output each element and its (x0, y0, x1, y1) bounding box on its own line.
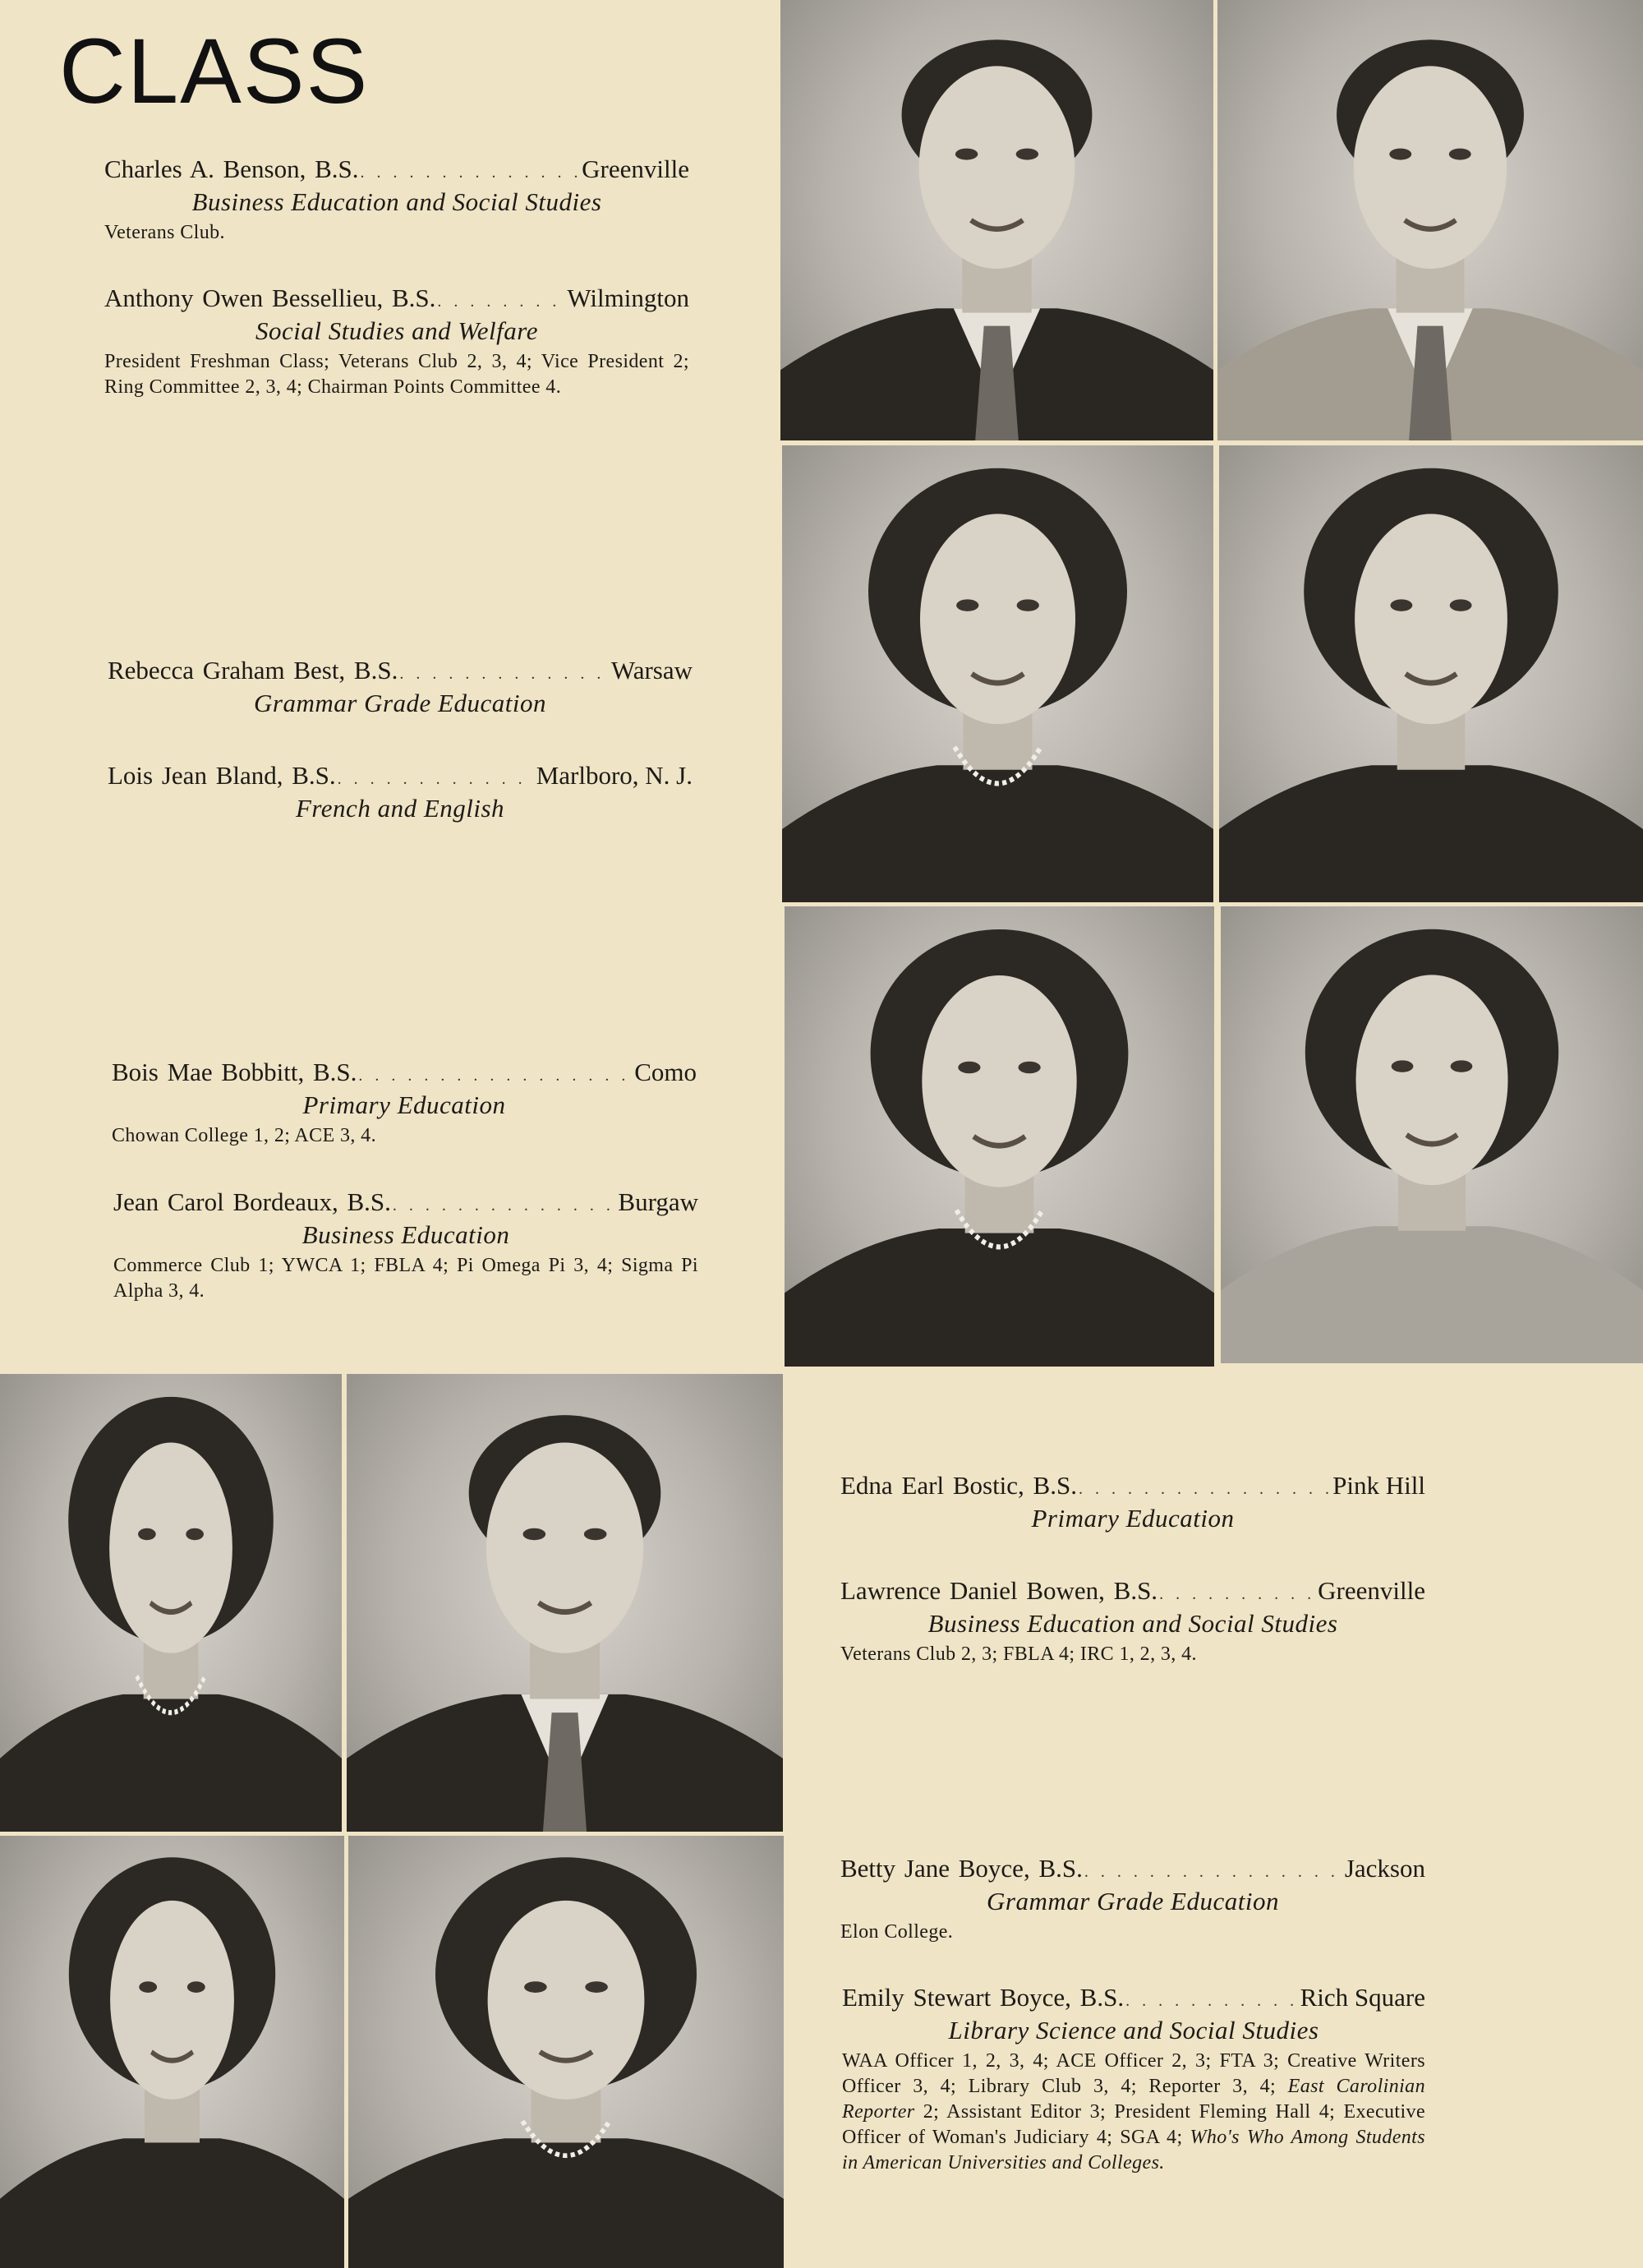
hometown: Rich Square (1300, 1983, 1425, 2012)
leader-dots (1159, 1579, 1316, 1609)
portrait-eye (1392, 1060, 1414, 1072)
page-title: CLASS (59, 20, 370, 122)
leader-dots (399, 659, 610, 689)
entry-betty-boyce (840, 1854, 1425, 1945)
activities: Veterans Club 2, 3; FBLA 4; IRC 1, 2, 3, 4. (840, 1643, 1197, 1665)
portrait-face (109, 1443, 232, 1653)
portrait-eye (955, 149, 978, 160)
major: Business Education (301, 1220, 510, 1249)
hometown: Greenville (1318, 1576, 1425, 1605)
hometown: Greenville (582, 154, 689, 183)
student-name: Betty Jane Boyce, B.S. (840, 1854, 1083, 1883)
entry-name-line (842, 1983, 1425, 2016)
entry-bessellieu (104, 284, 689, 400)
leader-dots (358, 1061, 633, 1090)
student-name: Lois Jean Bland, B.S. (108, 761, 336, 790)
portrait-photo (785, 906, 1214, 1367)
portrait-eye (523, 1528, 546, 1540)
leader-dots (1079, 1474, 1331, 1504)
student-name: Edna Earl Bostic, B.S. (840, 1471, 1077, 1500)
activities: Veterans Club. (104, 222, 225, 243)
portrait-eye (186, 1528, 204, 1540)
major: Library Science and Social Studies (948, 2016, 1319, 2044)
activities (842, 2049, 1425, 2176)
activities: Chowan College 1, 2; ACE 3, 4. (112, 1125, 376, 1146)
entry-bowen (840, 1576, 1425, 1667)
student-name: Bois Mae Bobbitt, B.S. (112, 1058, 357, 1086)
entry-bobbitt (112, 1058, 697, 1149)
major: Social Studies and Welfare (255, 316, 538, 345)
portrait-eye (1449, 149, 1471, 160)
leader-dots (393, 1191, 617, 1220)
portrait-drawing (348, 1836, 784, 2268)
portrait-photo (0, 1374, 342, 1832)
entry-bordeaux (113, 1187, 698, 1304)
portrait-drawing (0, 1836, 344, 2268)
entry-benson (104, 154, 689, 246)
major: Grammar Grade Education (987, 1887, 1279, 1915)
entry-name-line (108, 761, 693, 794)
portrait-eye (524, 1981, 547, 1993)
hometown: Marlboro, N. J. (536, 761, 693, 790)
portrait-face (1354, 66, 1507, 269)
entry-emily-boyce (842, 1983, 1425, 2176)
entry-name-line (840, 1576, 1425, 1609)
entry-name-line (112, 1058, 697, 1090)
portrait-drawing (347, 1374, 783, 1832)
portrait-drawing (780, 0, 1213, 440)
major: French and English (295, 794, 505, 823)
portrait-drawing (1221, 906, 1643, 1363)
portrait-face (922, 975, 1076, 1187)
portrait-drawing (782, 445, 1213, 902)
portrait-face (1355, 514, 1507, 724)
entry-name-line (104, 284, 689, 316)
major: Business Education and Social Studies (927, 1609, 1338, 1638)
portrait-eye (958, 1062, 980, 1074)
portrait-face (486, 1443, 643, 1653)
portrait-photo (347, 1374, 783, 1832)
portrait-eye (1390, 599, 1412, 611)
portrait-drawing (785, 906, 1214, 1367)
leader-dots (338, 764, 535, 794)
portrait-photo (348, 1836, 784, 2268)
portrait-eye (139, 1981, 157, 1993)
hometown: Pink Hill (1332, 1471, 1425, 1500)
entry-name-line (840, 1854, 1425, 1887)
portrait-shoulders (1221, 1226, 1643, 1363)
portrait-face (488, 1901, 645, 2100)
honor-title: Who's Who Among Students in American Universities and Colleges. (842, 2127, 1425, 2174)
leader-dots (437, 287, 565, 316)
portrait-drawing (1217, 0, 1643, 440)
portrait-eye (1017, 599, 1039, 611)
portrait-face (920, 514, 1075, 724)
portrait-face (1355, 975, 1507, 1185)
portrait-eye (1019, 1062, 1041, 1074)
entry-bland (108, 761, 693, 823)
portrait-eye (1450, 599, 1472, 611)
activities: Elon College. (840, 1921, 954, 1943)
student-name: Anthony Owen Bessellieu, B.S. (104, 284, 436, 312)
portrait-shoulders (1219, 765, 1643, 902)
portrait-drawing (0, 1374, 342, 1832)
student-name: Lawrence Daniel Bowen, B.S. (840, 1576, 1158, 1605)
hometown: Burgaw (618, 1187, 698, 1216)
portrait-face (919, 66, 1075, 269)
portrait-eye (187, 1981, 205, 1993)
student-name: Charles A. Benson, B.S. (104, 154, 359, 183)
activities: President Freshman Class; Veterans Club 2, 3, 4; Vice President 2; Ring Committee 2, 3, 4; Chairman Points Committee 4. (104, 351, 689, 398)
hometown: Warsaw (610, 656, 693, 685)
portrait-photo (1219, 445, 1643, 902)
major: Grammar Grade Education (254, 689, 546, 717)
student-name: Emily Stewart Boyce, B.S. (842, 1983, 1125, 2012)
entry-name-line (108, 656, 693, 689)
activities-text: WAA Officer 1, 2, 3, 4; ACE Officer 2, 3; FTA 3; Creative Writers Officer 3, 4; Library Club 3, 4; Reporter 3, 4; (842, 2050, 1425, 2097)
student-name: Jean Carol Bordeaux, B.S. (113, 1187, 391, 1216)
portrait-eye (138, 1528, 156, 1540)
portrait-photo (780, 0, 1213, 440)
portrait-photo (1217, 0, 1643, 440)
portrait-eye (1451, 1060, 1473, 1072)
major: Primary Education (1031, 1504, 1235, 1533)
entry-name-line (840, 1471, 1425, 1504)
portrait-shoulders (0, 2138, 344, 2268)
major: Primary Education (302, 1090, 506, 1119)
portrait-photo (782, 445, 1213, 902)
student-name: Rebecca Graham Best, B.S. (108, 656, 398, 685)
portrait-face (110, 1901, 234, 2100)
hometown: Como (634, 1058, 697, 1086)
portrait-eye (956, 599, 978, 611)
entry-bostic (840, 1471, 1425, 1533)
entry-name-line (104, 154, 689, 187)
portrait-drawing (1219, 445, 1643, 902)
leader-dots (361, 158, 581, 187)
leader-dots (1125, 1986, 1299, 2016)
portrait-photo (0, 1836, 344, 2268)
activities: Commerce Club 1; YWCA 1; FBLA 4; Pi Omega Pi 3, 4; Sigma Pi Alpha 3, 4. (113, 1255, 698, 1302)
major: Business Education and Social Studies (191, 187, 602, 216)
hometown: Wilmington (567, 284, 689, 312)
portrait-eye (585, 1981, 608, 1993)
entry-name-line (113, 1187, 698, 1220)
portrait-photo (1221, 906, 1643, 1363)
portrait-eye (1016, 149, 1038, 160)
entry-best (108, 656, 693, 718)
leader-dots (1084, 1857, 1343, 1887)
activities-text: 2; Assistant Editor 3; President Fleming Hall 4; Executive Officer of Woman's Judiciary 4; SGA 4; (842, 2101, 1425, 2148)
portrait-eye (584, 1528, 607, 1540)
hometown: Jackson (1344, 1854, 1425, 1883)
portrait-eye (1389, 149, 1411, 160)
publication-title: East Carolinian Reporter (842, 2076, 1425, 2123)
